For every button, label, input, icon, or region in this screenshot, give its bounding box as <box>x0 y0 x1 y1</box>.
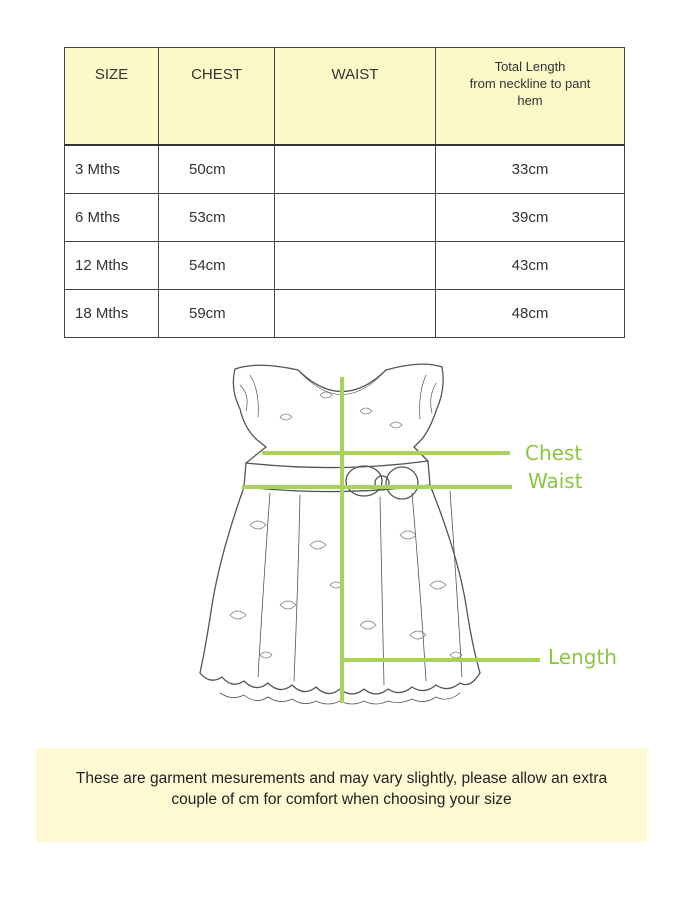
cell-length: 39cm <box>436 194 625 242</box>
table-row <box>65 145 625 194</box>
header-waist: WAIST <box>275 48 436 146</box>
cell-waist <box>275 290 436 338</box>
waist-label: Waist <box>528 469 583 493</box>
cell-length: 48cm <box>436 290 625 338</box>
header-length-line-2: from neckline to pant <box>469 76 591 91</box>
cell-chest: 50cm <box>159 145 275 194</box>
cell-size: 18 Mths <box>65 290 159 338</box>
dress-bow-left-loop <box>346 466 382 496</box>
cell-size: 3 Mths <box>65 145 159 194</box>
size-chart-table <box>64 47 625 338</box>
cell-waist <box>275 242 436 290</box>
header-total-length <box>436 48 625 146</box>
table-row <box>65 194 625 242</box>
cell-waist <box>275 194 436 242</box>
header-chest: CHEST <box>159 48 275 146</box>
cell-length: 33cm <box>436 145 625 194</box>
header-length-line-3: hem <box>517 93 543 108</box>
dress-right-sleeve <box>386 364 443 447</box>
cell-size: 6 Mths <box>65 194 159 242</box>
measurement-note <box>36 748 647 842</box>
table-row <box>65 242 625 290</box>
measurement-note-text: These are garment mesurements and may vary slightly, please allow an extra couple of cm for comfort when choosing your size <box>75 770 608 808</box>
cell-chest: 59cm <box>159 290 275 338</box>
dress-left-sleeve <box>233 365 298 447</box>
chest-label: Chest <box>525 441 583 465</box>
dress-bow-right-loop <box>386 467 418 499</box>
table-row <box>65 290 625 338</box>
cell-length: 43cm <box>436 242 625 290</box>
header-size: SIZE <box>65 48 159 146</box>
header-length-line-1: Total Length <box>494 59 566 74</box>
cell-waist <box>275 145 436 194</box>
table-header-row <box>65 48 625 146</box>
length-label: Length <box>548 645 617 669</box>
cell-size: 12 Mths <box>65 242 159 290</box>
cell-chest: 54cm <box>159 242 275 290</box>
cell-chest: 53cm <box>159 194 275 242</box>
